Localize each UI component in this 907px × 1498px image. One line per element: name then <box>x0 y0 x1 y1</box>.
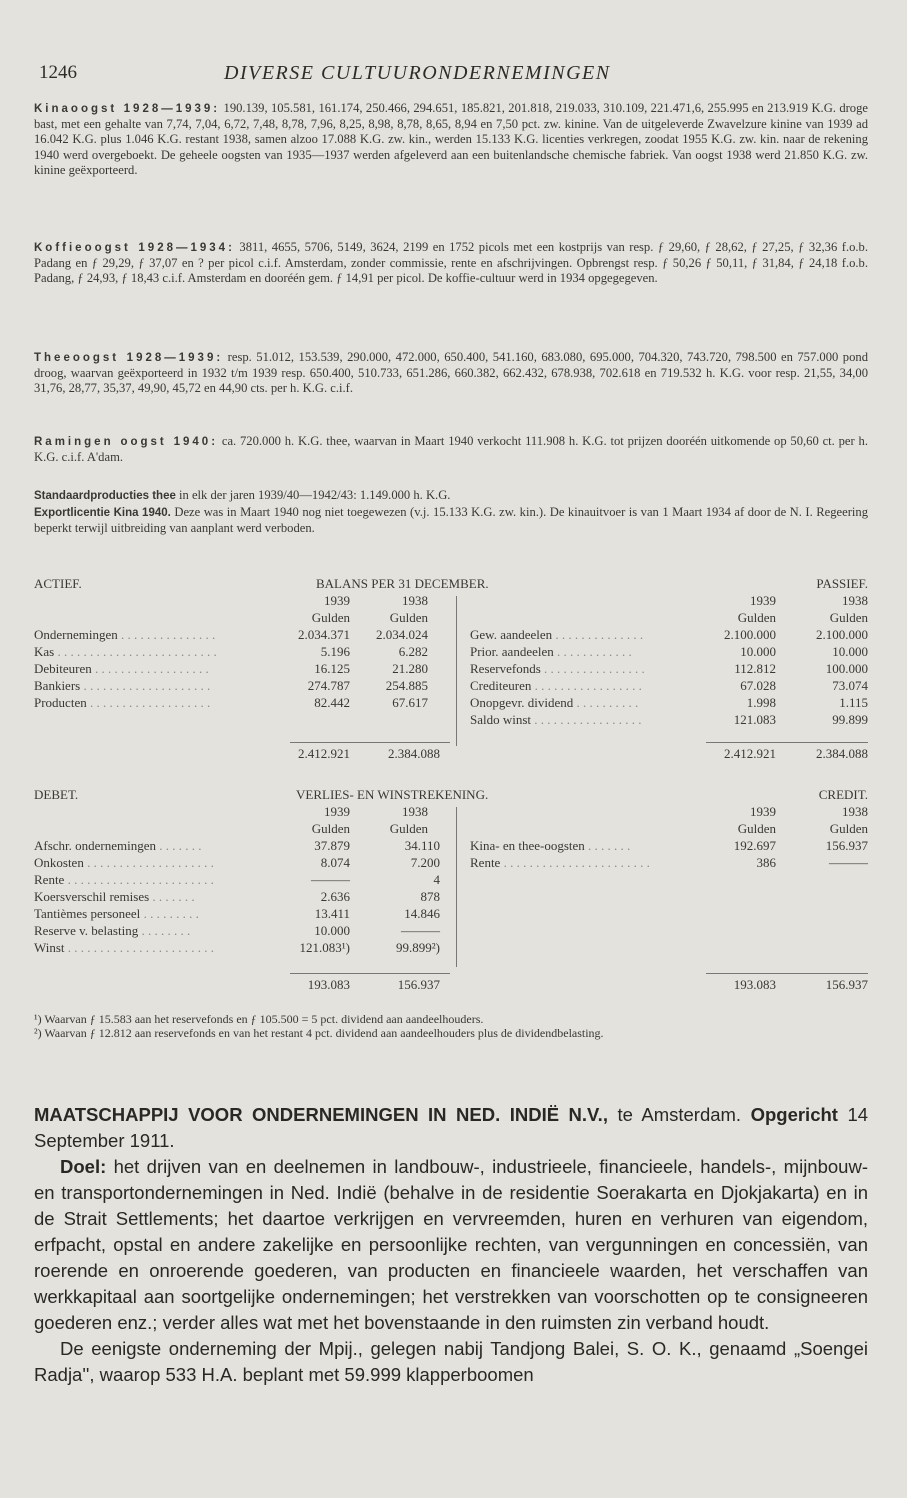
kina-paragraph <box>34 101 868 178</box>
credit-heading: CREDIT. <box>818 787 868 802</box>
passief-row-label: Gew. aandeelen . . . . . . . . . . . . . . <box>470 627 644 642</box>
debet-heading: DEBET. <box>34 787 79 802</box>
actief-value-1939: 274.787 <box>307 678 350 693</box>
profit-loss-title: VERLIES- EN WINSTREKENING. <box>296 787 489 802</box>
actief-value-1938: 2.034.024 <box>376 627 428 642</box>
debet-value-1939: 37.879 <box>314 838 350 853</box>
passief-total-1939: 2.412.921 <box>724 746 776 761</box>
unit-label: Gulden <box>737 610 776 625</box>
year-1939: 1939 <box>750 804 776 819</box>
total-rule <box>706 973 868 974</box>
passief-value-1938: 10.000 <box>832 644 868 659</box>
thee-text: resp. 51.012, 153.539, 290.000, 472.000, 650.400, 541.160, 683.080, 695.000, 704.320, 743.720, 798.500 en 757.000 pond droog, waarvan geëxporteerd in 1932 t/m 1939 resp. 650.400, 510.733, 651.286, 660.382, 662.432, 678.938, 702.618 en 719.532 h. K.G. voor resp. 21,55, 34,00 31,76, 28,77, 35,37, 49,90, 45,72 en 44,90 cts. per h. K.G. c.i.f. <box>34 350 868 396</box>
passief-heading: PASSIEF. <box>816 576 868 591</box>
unit-label: Gulden <box>737 821 776 836</box>
debet-value-1939: 2.636 <box>320 889 350 904</box>
passief-value-1939: 10.000 <box>740 644 776 659</box>
total-rule <box>290 742 450 743</box>
debet-value-1938: 14.846 <box>404 906 440 921</box>
year-1939: 1939 <box>750 593 776 608</box>
actief-row-label: Debiteuren . . . . . . . . . . . . . . . . . . <box>34 661 209 676</box>
company-place: te Amsterdam. <box>607 1104 742 1125</box>
debet-value-1939: 10.000 <box>314 923 350 938</box>
unit-label: Gulden <box>829 821 868 836</box>
koffie-text: 3811, 4655, 5706, 5149, 3624, 2199 en 1752 picols met een kostprijs van resp. ƒ 29,60, ƒ 28,62, ƒ 27,25, ƒ 32,36 f.o.b. Padang en ƒ 29,29, ƒ 37,07 en ? per picol c.i.f. Amsterdam, zonder commissie, rente en afschrijvingen. Opbrengst resp. ƒ 50,26 ƒ 50,11, ƒ 31,84, ƒ 24,18 f.o.b. Padang, ƒ 24,93, ƒ 18,43 c.i.f. Amsterdam en dooréén gem. ƒ 14,91 per picol. De koffie-cultuur werd in 1934 opgegegeven. <box>34 240 868 286</box>
passief-row-label: Crediteuren . . . . . . . . . . . . . . . . . <box>470 678 642 693</box>
leader-dots: . . . . . . . <box>584 838 631 853</box>
debet-row-label: Koersverschil remises . . . . . . . <box>34 889 195 904</box>
debet-value-1938: 99.899²) <box>396 940 440 955</box>
total-rule <box>290 973 450 974</box>
footnote-2: ²) Waarvan ƒ 12.812 aan reservefonds en van het restant 4 pct. dividend aan aandeelhouders plus de dividendbelasting. <box>34 1026 604 1040</box>
leader-dots: . . . . . . . . . . . . . . . . <box>540 661 645 676</box>
passief-value-1938: 99.899 <box>832 712 868 727</box>
debet-value-1938: 4 <box>433 872 440 887</box>
actief-value-1939: 2.034.371 <box>298 627 350 642</box>
debet-value-1939: ——— <box>311 872 350 887</box>
debet-value-1938: ——— <box>401 923 440 938</box>
unit-label: Gulden <box>311 821 350 836</box>
actief-value-1938: 21.280 <box>392 661 428 676</box>
actief-row-label: Kas . . . . . . . . . . . . . . . . . . . . . . . . . <box>34 644 217 659</box>
leader-dots: . . . . . . . . . . . . . . . . . . . . <box>83 855 214 870</box>
passief-value-1938: 1.115 <box>839 695 868 710</box>
unit-label: Gulden <box>389 610 428 625</box>
leader-dots: . . . . . . . . <box>138 923 191 938</box>
leader-dots: . . . . . . . . . . . . . . . . . . . . . . . <box>64 940 215 955</box>
year-1938: 1938 <box>402 804 428 819</box>
debet-row-label: Tantièmes personeel . . . . . . . . . <box>34 906 199 921</box>
leader-dots: . . . . . . . . . . . . . . . . . . . . . . . <box>64 872 214 887</box>
debet-value-1938: 878 <box>420 889 440 904</box>
page-number: 1246 <box>39 62 77 83</box>
raming-label: Ramingen oogst 1940: <box>34 436 219 448</box>
unit-label: Gulden <box>389 821 428 836</box>
year-1938: 1938 <box>842 804 868 819</box>
actief-row-label: Ondernemingen . . . . . . . . . . . . . . . <box>34 627 216 642</box>
kina-label: Kinaoogst 1928—1939: <box>34 103 221 115</box>
thee-paragraph <box>34 350 868 397</box>
onderneming-paragraph: De eenigste onderneming der Mpij., gelegen nabij Tandjong Balei, S. O. K., genaamd „Soengei Radja'', waarop 533 H.A. beplant met 59.999 klapperboomen <box>34 1338 868 1385</box>
koffie-paragraph <box>34 240 868 287</box>
profit-loss-account <box>34 787 868 997</box>
standaard-text: in elk der jaren 1939/40—1942/43: 1.149.000 h. K.G. <box>175 488 451 502</box>
credit-value-1939: 192.697 <box>733 838 776 853</box>
company-section <box>34 1102 868 1388</box>
unit-label: Gulden <box>829 610 868 625</box>
footnote-1: ¹) Waarvan ƒ 15.583 aan het reservefonds en ƒ 105.500 = 5 pct. dividend aan aandeelhouders. <box>34 1012 484 1026</box>
debet-row-label: Reserve v. belasting . . . . . . . . <box>34 923 191 938</box>
debet-value-1939: 8.074 <box>320 855 350 870</box>
actief-value-1938: 6.282 <box>398 644 428 659</box>
passief-value-1938: 100.000 <box>825 661 868 676</box>
actief-total-1938: 2.384.088 <box>388 746 440 761</box>
passief-value-1939: 1.998 <box>746 695 776 710</box>
standaard-paragraph <box>34 488 868 504</box>
leader-dots: . . . . . . . . . . . . . . . . . . . <box>86 695 211 710</box>
doel-paragraph <box>34 1154 868 1336</box>
credit-row-label: Rente . . . . . . . . . . . . . . . . . . . . . . . <box>470 855 650 870</box>
leader-dots: . . . . . . . . . . . . . . . . . . <box>91 661 209 676</box>
standaard-label: Standaardproducties thee <box>34 490 176 502</box>
doel-label: Doel: <box>60 1156 107 1177</box>
actief-row-label: Producten . . . . . . . . . . . . . . . . . . . <box>34 695 211 710</box>
balance-sheet <box>34 576 868 766</box>
actief-value-1939: 5.196 <box>320 644 350 659</box>
debet-row-label: Winst . . . . . . . . . . . . . . . . . . . . . . . <box>34 940 215 955</box>
passief-row-label: Prior. aandeelen . . . . . . . . . . . . <box>470 644 632 659</box>
total-rule <box>706 742 868 743</box>
export-label: Exportlicentie Kina 1940. <box>34 507 171 519</box>
passief-row-label: Reservefonds . . . . . . . . . . . . . . . . <box>470 661 645 676</box>
raming-paragraph <box>34 434 868 465</box>
credit-value-1938: 156.937 <box>825 838 868 853</box>
debet-row-label: Rente . . . . . . . . . . . . . . . . . . . . . . . <box>34 872 214 887</box>
year-1939: 1939 <box>324 593 350 608</box>
passief-total-1938: 2.384.088 <box>816 746 868 761</box>
actief-total-1939: 2.412.921 <box>298 746 350 761</box>
credit-value-1939: 386 <box>756 855 776 870</box>
credit-row-label: Kina- en thee-oogsten . . . . . . . <box>470 838 631 853</box>
year-1939: 1939 <box>324 804 350 819</box>
export-paragraph <box>34 505 868 536</box>
year-1938: 1938 <box>402 593 428 608</box>
credit-value-1938: ——— <box>829 855 868 870</box>
debet-row-label: Onkosten . . . . . . . . . . . . . . . . . . . . <box>34 855 214 870</box>
leader-dots: . . . . . . . . . . . . . . . . . <box>531 678 642 693</box>
passief-value-1938: 73.074 <box>832 678 868 693</box>
raming-text: ca. 720.000 h. K.G. thee, waarvan in Maart 1940 verkocht 111.908 h. K.G. tot prijzen dooréén uitkomende op 50,60 ct. per h. K.G. c.i.f. A'dam. <box>34 434 868 465</box>
footnotes <box>34 1012 868 1040</box>
passief-value-1938: 2.100.000 <box>816 627 868 642</box>
leader-dots: . . . . . . . . . . . . . . . . . . . . . . . . . <box>54 644 217 659</box>
running-title: DIVERSE CULTUURONDERNEMINGEN <box>224 62 611 84</box>
leader-dots: . . . . . . . . . . . . . . <box>552 627 644 642</box>
passief-value-1939: 112.812 <box>734 661 776 676</box>
debet-total-1939: 193.083 <box>307 977 350 992</box>
actief-value-1938: 67.617 <box>392 695 428 710</box>
leader-dots: . . . . . . . . . . . . . . . . . . . . . . . <box>500 855 650 870</box>
actief-row-label: Bankiers . . . . . . . . . . . . . . . . . . . . <box>34 678 211 693</box>
year-1938: 1938 <box>842 593 868 608</box>
leader-dots: . . . . . . . . . . . . . . . . . <box>531 712 642 727</box>
export-text: Deze was in Maart 1940 nog niet toegewezen (v.j. 15.133 K.G. zw. kin.). De kinauitvoer is van 1 Maart 1934 af door de N. I. Regeering beperkt terwijl uitbreiding van aanplant werd verboden. <box>34 505 868 536</box>
leader-dots: . . . . . . . . . . . . . . . . . . . . <box>80 678 211 693</box>
doel-text: het drijven van en deelnemen in landbouw-, industrieele, financieele, handels-, mijnbouw- en transportondernemingen in Ned. Indië (behalve in de residentie Soerakarta en Djokjakarta) en in de Strait Settlements; het daartoe verkrijgen en vervreemden, huren en verhuren van eigendom, erfpacht, opstal en andere zakelijke en persoonlijke rechten, van vergunningen en concessiën, van roerende en onroerende goederen, van producten en financieele waarden, het verschaffen van werkkapitaal aan soortgelijke ondernemingen; het verstrekken van voorschotten op te consigneeren goederen enz.; verder alles wat met het bovenstaande in den ruimsten zin verband houdt. <box>34 1156 868 1333</box>
actief-value-1939: 82.442 <box>314 695 350 710</box>
leader-dots: . . . . . . . . . . <box>573 695 639 710</box>
passief-row-label: Onopgevr. dividend . . . . . . . . . . <box>470 695 639 710</box>
leader-dots: . . . . . . . . . . . . <box>553 644 632 659</box>
thee-label: Theeoogst 1928—1939: <box>34 352 224 364</box>
page-header <box>34 62 868 88</box>
opgericht-label: Opgericht <box>750 1104 838 1125</box>
koffie-label: Koffieoogst 1928—1934: <box>34 242 235 254</box>
column-divider <box>456 807 457 967</box>
credit-total-1938: 156.937 <box>825 977 868 992</box>
debet-value-1938: 34.110 <box>404 838 440 853</box>
balance-title: BALANS PER 31 DECEMBER. <box>316 576 489 591</box>
unit-label: Gulden <box>311 610 350 625</box>
company-heading <box>34 1102 868 1154</box>
kina-text: 190.139, 105.581, 161.174, 250.466, 294.651, 185.821, 201.818, 219.033, 310.109, 221.471,6, 255.995 en 213.919 K.G. droge bast, met een gehalte van 7,74, 7,04, 6,72, 7,48, 8,78, 7,96, 8,25, 8,98, 8,78, 8,65, 8,94 en 7,50 pct. zw. kinine. Van de uitgeleverde Zwavelzure kinine van 1939 ad 16.042 K.G. plus 1.046 K.G. restant 1938, samen alzoo 17.088 K.G. zw. kin., werden 15.133 K.G. licenties verkregen, zoodat 1955 K.G. zw. kin. naar de rekening 1940 werd overgeboekt. De geheele oogsten van 1935—1937 werden afgeleverd aan een buitenlandsche chemische fabriek. Van oogst 1938 werd 21.850 K.G. zw. kinine geëxporteerd. <box>34 101 868 177</box>
company-name: MAATSCHAPPIJ VOOR ONDERNEMINGEN IN NED. INDIË N.V., <box>34 1104 608 1125</box>
debet-value-1939: 121.083¹) <box>299 940 350 955</box>
passief-value-1939: 2.100.000 <box>724 627 776 642</box>
actief-heading: ACTIEF. <box>34 576 82 591</box>
leader-dots: . . . . . . . . . <box>140 906 199 921</box>
leader-dots: . . . . . . . . . . . . . . . <box>117 627 216 642</box>
leader-dots: . . . . . . . <box>156 838 202 853</box>
column-divider <box>456 596 457 746</box>
passief-value-1939: 67.028 <box>740 678 776 693</box>
debet-row-label: Afschr. ondernemingen . . . . . . . <box>34 838 202 853</box>
passief-row-label: Saldo winst . . . . . . . . . . . . . . . . . <box>470 712 642 727</box>
debet-value-1939: 13.411 <box>314 906 350 921</box>
opgericht-date: 14 September 1911. <box>34 1104 869 1151</box>
debet-value-1938: 7.200 <box>410 855 440 870</box>
passief-value-1939: 121.083 <box>733 712 776 727</box>
actief-value-1939: 16.125 <box>314 661 350 676</box>
actief-value-1938: 254.885 <box>385 678 428 693</box>
credit-total-1939: 193.083 <box>733 977 776 992</box>
debet-total-1938: 156.937 <box>397 977 440 992</box>
leader-dots: . . . . . . . <box>149 889 195 904</box>
